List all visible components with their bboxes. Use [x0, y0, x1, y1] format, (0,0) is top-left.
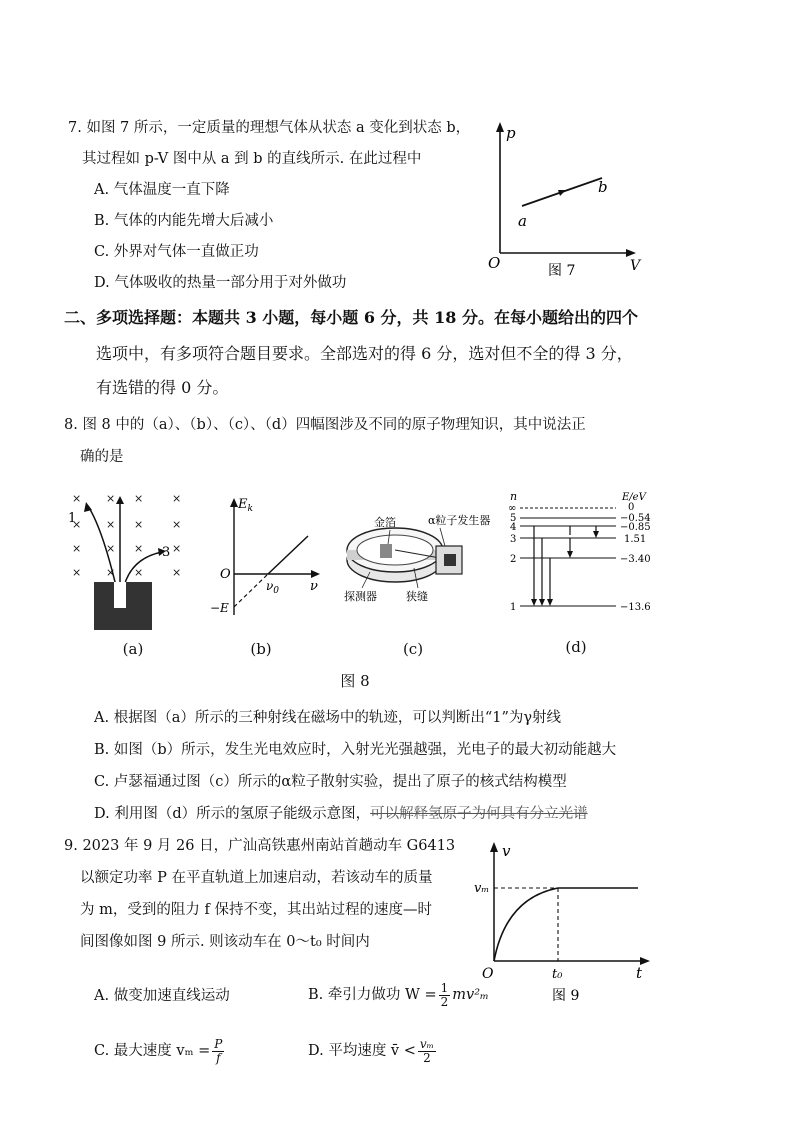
- fig8b-axis-nu: ν: [310, 579, 318, 594]
- svg-text:ν0: $\nu_0$: [266, 579, 280, 596]
- svg-text:×: ×: [134, 542, 144, 555]
- fig8a-label-1: 1: [68, 511, 77, 526]
- fig8c-detector: 探测器: [344, 590, 377, 603]
- svg-text:×: ×: [134, 492, 144, 505]
- svg-text:×: ×: [72, 566, 82, 579]
- q7-option-a: A. 气体温度一直下降: [94, 182, 230, 198]
- fig8d-e-2: −3.40: [620, 554, 651, 565]
- fig9-t0: t₀: [552, 967, 563, 982]
- figure-9-vt-graph: [476, 836, 666, 1006]
- section2-line2: 选项中，有多项符合题目要求。全部选对的得 6 分，选对但不全的得 3 分，: [96, 344, 633, 363]
- figure-8d-hydrogen-energy-levels: [504, 488, 674, 618]
- q8-stem-line1: 8. 图 8 中的（a）、（b）、（c）、（d）四幅图涉及不同的原子物理知识，其中说法正: [64, 417, 586, 433]
- fig8a-caption: (a): [122, 640, 144, 658]
- svg-text:×: ×: [106, 492, 116, 505]
- q7-stem-line2: 其过程如 p-V 图中从 a 到 b 的直线所示. 在此过程中: [82, 151, 422, 167]
- figure-8b-photoelectric-graph: [208, 490, 328, 630]
- fig8d-n-1: 1: [510, 602, 517, 613]
- q9-stem-line4: 间图像如图 9 所示. 则该动车在 0～t₀ 时间内: [80, 934, 370, 950]
- fig8c-gold-foil: 金箔: [374, 516, 396, 529]
- q9-option-d: [308, 1036, 438, 1066]
- fig8a-label-3: 3: [162, 545, 171, 560]
- q8-option-b: B. 如图（b）所示，发生光电效应时，入射光光强越强，光电子的最大初动能越大: [94, 742, 617, 758]
- svg-text:×: ×: [106, 542, 116, 555]
- svg-text:×: ×: [172, 492, 182, 505]
- q9-option-d-text: D. 平均速度 v̄ <: [308, 1043, 416, 1059]
- q8-option-c: C. 卢瑟福通过图（c）所示的α粒子散射实验，提出了原子的核式结构模型: [94, 774, 567, 790]
- q8-option-a: A. 根据图（a）所示的三种射线在磁场中的轨迹，可以判断出“1”为γ射线: [94, 710, 562, 726]
- svg-text:×: ×: [172, 566, 182, 579]
- fig9-origin: O: [482, 966, 494, 982]
- fig8b-neg-e: −E: [210, 601, 229, 615]
- q8-stem-line2: 确的是: [80, 449, 124, 465]
- q9-option-a: A. 做变加速直线运动: [94, 988, 230, 1004]
- q8-option-d-pre: D. 利用图（d）所示的氢原子能级示意图，: [94, 806, 371, 822]
- fig8c-slit: 狭缝: [406, 590, 428, 603]
- fig8d-unit: E/eV: [622, 492, 646, 503]
- q7-option-c: C. 外界对气体一直做正功: [94, 244, 259, 260]
- fig8d-n-2: 2: [510, 554, 517, 565]
- fig8d-e-inf: 0: [628, 502, 635, 513]
- fig8d-n-5: 5: [510, 513, 517, 524]
- q7-option-d: D. 气体吸收的热量一部分用于对外做功: [94, 275, 347, 291]
- fig9-caption: 图 9: [552, 988, 580, 1004]
- fig8d-caption: (d): [565, 638, 587, 656]
- q9-option-b-text: B. 牵引力做功 W =: [308, 987, 437, 1003]
- q9-stem-line2: 以额定功率 P 在平直轨道上加速启动，若该动车的质量: [80, 870, 433, 886]
- fig8d-n-4: 4: [510, 522, 517, 533]
- fig8d-e-5: −0.54: [620, 513, 651, 524]
- fig9-axis-v: v: [502, 842, 511, 860]
- q9-option-d-fraction: $\frac{\text{vₘ}}{2}$: [419, 1036, 435, 1065]
- svg-text:×: ×: [134, 566, 144, 579]
- fig8d-e-4: −0.85: [620, 522, 651, 533]
- fig7-point-a: a: [518, 212, 527, 230]
- q9-option-b-fraction: $\frac{1}{2}$: [440, 980, 449, 1009]
- fig8c-alpha-source: α粒子发生器: [428, 514, 491, 527]
- fig7-caption: 图 7: [548, 263, 576, 279]
- q7-stem-line1: 7. 如图 7 所示，一定质量的理想气体从状态 a 变化到状态 b，: [68, 120, 471, 136]
- fig8c-caption: (c): [402, 640, 424, 658]
- figure-8c-alpha-scattering-apparatus: [340, 488, 490, 638]
- svg-text:×: ×: [72, 542, 82, 555]
- q9-option-c-text: C. 最大速度 vₘ =: [94, 1043, 211, 1059]
- section2-line3: 有选错的得 0 分。: [96, 378, 229, 397]
- q9-option-c-fraction: $\frac{P}{f}$: [214, 1036, 223, 1065]
- q9-stem-line3: 为 m，受到的阻力 f 保持不变，其出站过程的速度—时: [80, 902, 432, 918]
- fig7-axis-p: p: [506, 124, 516, 142]
- svg-text:×: ×: [106, 566, 116, 579]
- fig8d-n-inf: ∞: [508, 503, 517, 514]
- svg-text:×: ×: [72, 492, 82, 505]
- fig9-axis-t: t: [636, 964, 643, 982]
- fig8b-caption: (b): [250, 640, 272, 658]
- q8-option-d-post: 可以解释氢原子为何具有分立光谱: [370, 806, 588, 822]
- svg-text:Ek: $E_k$: [238, 497, 253, 514]
- figure-7-pv-graph: [478, 118, 658, 278]
- q9-option-c: [94, 1036, 226, 1066]
- svg-text:×: ×: [172, 518, 182, 531]
- svg-text:×: ×: [172, 542, 182, 555]
- fig8d-n-label: n: [510, 490, 518, 503]
- svg-text:×: ×: [134, 518, 144, 531]
- fig9-vm: vₘ: [474, 881, 490, 896]
- figure-8a-radiation-tracks: [62, 488, 192, 638]
- svg-text:×: ×: [106, 518, 116, 531]
- fig8d-e-1: −13.6: [620, 602, 651, 613]
- q8-option-d: [94, 804, 588, 824]
- q9-stem-line1: 9. 2023 年 9 月 26 日，广汕高铁惠州南站首趟动车 G6413: [64, 838, 456, 854]
- fig7-axis-v: V: [630, 258, 641, 274]
- fig7-origin: O: [488, 254, 501, 272]
- section2-line1: 二、多项选择题：本题共 3 小题，每小题 6 分，共 18 分。在每小题给出的四个: [64, 308, 638, 327]
- fig7-point-b: b: [598, 178, 608, 196]
- q9-option-b: [308, 980, 489, 1010]
- q7-option-b: B. 气体的内能先增大后减小: [94, 213, 274, 229]
- q9-option-b-tail: mv²ₘ: [452, 987, 489, 1003]
- fig8d-n-3: 3: [510, 534, 517, 545]
- fig8d-e-3: 1.51: [624, 534, 647, 545]
- svg-text:×: ×: [72, 518, 82, 531]
- fig8b-origin: O: [220, 567, 231, 582]
- figure-8-caption: 图 8: [340, 672, 370, 690]
